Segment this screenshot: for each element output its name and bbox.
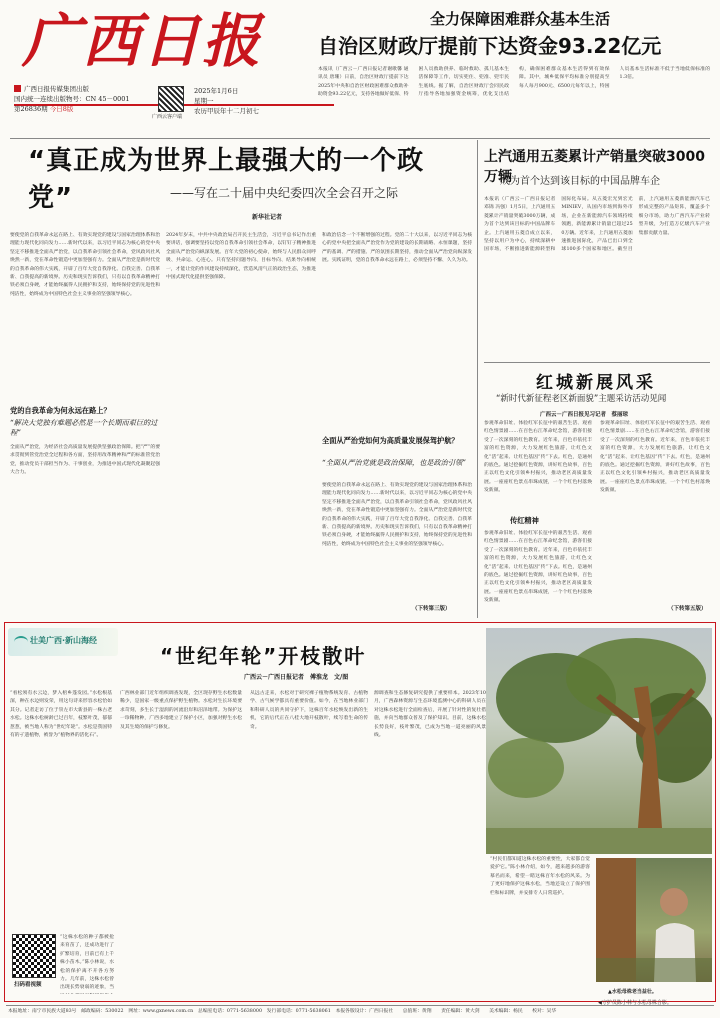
feature-qr-caption: 扫码看视频 xyxy=(14,982,42,988)
issn-line: 国内统一连续出版物号：CN 45－0001 xyxy=(14,95,130,103)
feature-body-col-3: 从远古走来，水松对于研究裸子植物系统发育、古植物学、古气候学都具有重要价值。如今，在当地林业部门和科研人员的共同守护下，这株百年水松焕发出新的生机，它的后代正在八桂大地开枝散叶，续写着生命的传奇。 xyxy=(250,691,368,730)
redcity-byline: 广西云－广西日报见习记者 蔡丽琼 xyxy=(540,412,629,418)
issue-weekday: 星期一 xyxy=(194,97,214,105)
top-headline-2[interactable]: 自治区财政厅提前下达资金93.22亿元 xyxy=(318,34,662,58)
feature-body-col-4: 源调查和生态修复研究提供了重要样本。2023年10月，广西森林资源与生态环境监测中心的科研人员在对这株水松进行全面检查后，开展了针对性的复壮措施，并向当地群众普及了保护知识。目前，这株水松长势良好，枝叶繁茂，已成为当地一道亮丽的风景线。 xyxy=(374,691,486,739)
feature-body-col-4b: “村民们都知道这株水松的重要性，大家都自觉爱护它。”陈小林介绍，如今，越来越多的游客慕名而来，希望一睹这株百年水松的风采。为了更好地保护这株水松，当地还设立了保护围栏和标识牌，并安排专人日常巡护。 xyxy=(490,857,590,896)
footer-rule xyxy=(6,1005,714,1006)
issue-date: 2025年1月6日 xyxy=(194,87,239,95)
saic-headline[interactable]: 上汽通用五菱累计产销量突破3000万辆 xyxy=(484,149,705,185)
feature-tree-photo[interactable] xyxy=(486,628,712,854)
feature-body-col-1b: “这株水松的种子都被抢来育苗了，还成功进行了扩繁培育，目前已有上千株小苗木。”陈小林说，水松的保护离不开各方努力。几年前，这株水松曾出现长势衰弱的迹象，当 xyxy=(60,935,114,991)
saic-subheadline: 成为首个达到该目标的中国品牌车企 xyxy=(500,176,660,187)
redcity-subheadline: “新时代新征程老区新面貌”主题采访活动见闻 xyxy=(496,394,667,404)
redcity-body-col-1b: 参观革命旧址、体验红军长征中的艰苦生活、观看红色情景剧……在百色右江革命纪念馆，游客们接受了一次深刻的红色教育。近年来，百色市依托丰富的红色资源，大力发展红色旅游，让红色文化“活”起来、让红色基因“传”下去。红色，是通州的底色。通过挖掘红色资源，讲好红色故事，百色正以红色文化引领乡村振兴，推动老区高质量发展。一座座红色景点串珠成链，一个个红色村落焕发新颜。 xyxy=(484,531,592,604)
lead-byline: 新华社记者 xyxy=(252,214,283,221)
qr-pattern-icon xyxy=(13,935,55,977)
saic-divider xyxy=(484,362,710,363)
lead-subhead-2-quote: “全面从严治党就是政治保障，也是政治引领” xyxy=(322,458,466,467)
redcity-continued-note[interactable]: （下转第五版） xyxy=(668,606,707,612)
lead-subhead-2: 全面从严治党如何为高质量发展保驾护航？ xyxy=(322,436,459,445)
app-qr-code[interactable] xyxy=(158,86,184,112)
date-block xyxy=(194,86,304,116)
issue-number: 第26836期 xyxy=(14,105,48,113)
lead-body-col-3: 和政治信念一个不断增强的过程。党的二十大以来，以习近平同志为核心的党中央把全面从严治党作为党的建设的长期战略、永恒课题，坚持严的基调、严的措施、严的氛围长期坚持，推动全面从严治党向纵深发展。实践证明，党的自我革命永远在路上，必须坚持不懈、久久为功。 xyxy=(322,233,472,264)
lead-body-col-3b: 要使党的自我革命永远在路上、有效实现党的建设与国家治理体系和治理能力现代化同向发力……新时代以来，以习近平同志为核心的党中央坚定不移推进全面从严治党，以自我革命引领社会革命，党风政风社风焕然一新，党在革命性锻造中更加坚强有力。全面从严治党是新时代党的自我革命的伟大实践，开辟了百年大党自我净化、自我完善、自我革新、自我提高的新境界。历史和现实告诉我们，只有以自我革命精神打铁必须自身硬，才能始终赢得人民拥护和支持，始终保持党的先进性和纯洁性，始终成为中国特色社会主义事业的坚强领导核心。 xyxy=(322,483,472,547)
page-count: 今日8版 xyxy=(49,105,74,113)
lead-body-col-2: 2024年岁末，中共中央政治局召开民主生活会，习近平总书记作出重要讲话，强调要坚持以党的自我革命引领社会革命，以钉钉子精神推进全面从严治党向纵深发展。百年大党的初心使命，始终与人民群众同呼吸、共命运、心连心。只有坚持问题导向、目标导向、结果导向相统一，才能让党的作风建设持续深化，营造风清气正的政治生态，为推进中国式现代化提供坚强保障。 xyxy=(166,233,316,281)
lead-headline[interactable]: “真正成为世界上最强大的一个政党” xyxy=(28,146,425,213)
redcity-body-col-2: 参观革命旧址、体验红军长征中的艰苦生活、观看红色情景剧……在百色右江革命纪念馆，游客们接受了一次深刻的红色教育。近年来，百色市依托丰富的红色资源，大力发展红色旅游，让红色文化“活”起来、让红色基因“传”下去。红色，是通州的底色。通过挖掘红色资源，讲好红色故事，百色正以红色文化引领乡村振兴，推动老区高质量发展。一座座红色景点串珠成链，一个个红色村落焕发新颜。 xyxy=(600,421,710,494)
brief-article-body: 本报讯（广西云－广西日报记者谢歌馨 通讯员 唐珊）日前，自治区财政厅提前下达2025年中央和自治区财政困难群众救助补助资金93.22亿元，支持各地做好低保、特困人员救助供养、临时救助、孤儿基本生活保障等工作，切实兜住、兜准、兜牢民生底线。据了解，自治区财政厅会同民政厅指导各地加强资金统筹，优化支出结构，确保困难群众基本生活得到有效保障。其中，城乡低保平均标准分别提高至每人每月900元、6500元每年以上，特困人员基本生活标准不低于当地低保标准的1.3倍。 xyxy=(318,67,710,98)
feature-person-photo[interactable] xyxy=(596,858,712,982)
lead-body-col-1: 要使党的自我革命永远在路上、有效实现党的建设与国家治理体系和治理能力现代化同向发力……新时代以来，以习近平同志为核心的党中央坚定不移推进全面从严治党，以自我革命引领社会革命，党风政风社风焕然一新，党在革命性锻造中更加坚强有力。全面从严治党是新时代党的自我革命的伟大实践，开辟了百年大党自我净化、自我完善、自我革新、自我提高的新境界。历史和现实告诉我们，只有以自我革命精神打铁必须自身硬，才能始终赢得人民拥护和支持，始终保持党的先进性和纯洁性，始终成为中国特色社会主义事业的坚强领导核心。 xyxy=(10,233,160,297)
footer-info: 本报地址：南宁市民族大道83号 邮政编码：530022 网址：www.gxnews.com.cn 总编室电话：0771-5638000 发行部电话：0771-5638061 本报各版设计：广西日报社 总值班：黄翔 责任编辑：黄大剑 美术编辑：杨民 校对：吴华 xyxy=(8,1009,557,1014)
publisher-line: 广西日报传媒集团出版 xyxy=(24,85,89,93)
issue-lunar-date: 农历甲辰年十二月初七 xyxy=(194,107,259,115)
banner-wave-icon xyxy=(14,636,28,648)
lead-subhead-1: 党的自我革命为何永远在路上？ xyxy=(10,406,111,415)
saic-body: 本报讯（广西云－广西日报记者邓锦 冯强）1月5日，上汽通用五菱累计产销量突破3000万辆，成为首个达到该目标的中国品牌车企。上汽通用五菱自成立以来，坚持以用户为中心，持续深耕中国市场，不断推进新能源转型和国际化布局。从五菱宏光到宏光MINIEV，从国内市场到海外市场，企业在新能源汽车领域持续领跑，新能源累计销量已超过250万辆。近年来，上汽通用五菱加速推进国际化，产品已出口到全球100多个国家和地区。截至目前，上汽通用五菱新能源汽车已形成完整的产品矩阵，覆盖多个细分市场，助力广西汽车产业转型升级，为打造万亿级汽车产业集群贡献力量。 xyxy=(484,197,710,253)
newspaper-logo: 广西日报 xyxy=(22,7,263,75)
person-illustration xyxy=(596,858,712,982)
feature-headline[interactable]: “世纪年轮”开枝散叶 xyxy=(160,644,367,668)
tree-illustration xyxy=(486,628,712,854)
masthead-divider xyxy=(10,138,710,139)
publisher-badge-icon xyxy=(14,85,21,92)
feature-body-col-2: 广西林业部门近年组织调查发现，全区现存野生水松数量稀少，是国家一级重点保护野生植物。水松对生长环境要求苛刻，多生长于湿润的河流沿岸和沼泽地带。为保护这一珍稀物种，广西多地建立了保护小区，加强对野生水松及其生境的保护与修复。 xyxy=(120,691,242,730)
feature-banner xyxy=(8,628,118,656)
lead-continued-note[interactable]: （下转第三版） xyxy=(412,606,451,612)
lead-subhead-1-quote: “解决大党独有难题必然是一个长期而艰巨的过程” xyxy=(10,418,158,437)
feature-person-photo-caption: ◀守护员陈小林与水松母株合影。 xyxy=(598,1000,672,1006)
feature-byline: 广西云－广西日报记者 傅淮龙 文/图 xyxy=(244,674,349,681)
masthead-info xyxy=(14,84,164,114)
feature-body-col-1: “看松须有水云边，梦入梧乡蓬发园。”水松根基深，种在水边则发荣，用这句诗来形容水松恰如其分。记者走访了位于崇左市大新县的一株古老水松。这株水松树龄已过百年，枝繁叶茂，郁郁葱葱，被当地人称为“世纪年轮”。水松是我国特有的孑遗植物，被誉为“植物界的活化石”。 xyxy=(10,691,112,739)
feature-banner-tag: 壮美广西·新山海经 xyxy=(30,636,98,645)
lead-body-col-1b: 全面从严治党，为经济社会高质量发展提供坚强政治保障。把“严”的要求贯彻到管党治党全过程和各方面，坚持用改革精神和严的标准管党治党，推动党员干部担当作为、干事创业，为推进中国式现代化凝聚起强大合力。 xyxy=(10,445,160,476)
redcity-subhead: 传红精神 xyxy=(510,516,539,525)
feature-qr-code[interactable] xyxy=(12,934,56,978)
feature-tree-photo-caption: ▲水松母株老当益壮。 xyxy=(608,989,657,995)
app-caption: 广西云客户端 xyxy=(152,114,183,120)
redcity-headline[interactable]: 红城新展风采 xyxy=(536,373,656,393)
redcity-body-col-1: 参观革命旧址、体验红军长征中的艰苦生活、观看红色情景剧……在百色右江革命纪念馆，游客们接受了一次深刻的红色教育。近年来，百色市依托丰富的红色资源，大力发展红色旅游，让红色文化“活”起来、让红色基因“传”下去。红色，是通州的底色。通过挖掘红色资源，讲好红色故事，百色正以红色文化引领乡村振兴，推动老区高质量发展。一座座红色景点串珠成链，一个个红色村落焕发新颜。 xyxy=(484,421,592,494)
top-headline-1[interactable]: 全力保障困难群众基本生活 xyxy=(430,10,611,28)
lead-subheadline: ——写在二十届中央纪委四次全会召开之际 xyxy=(170,186,399,200)
column-divider xyxy=(477,140,478,618)
